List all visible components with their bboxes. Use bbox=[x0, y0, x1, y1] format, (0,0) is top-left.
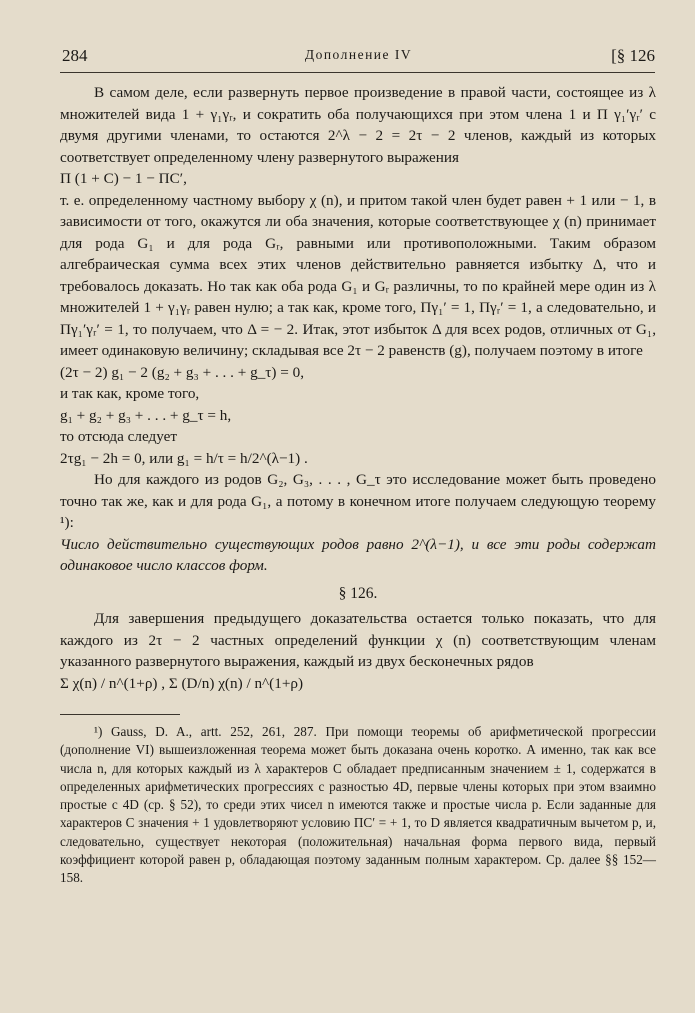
footnote-text: ¹) Gauss, D. A., artt. 252, 261, 287. При помощи теоремы об арифметической прогрессии (дополнение VI) вышеизложенная теорема может быть доказана очень коротко. А именно, так как все числа n, для которых каждый из λ характеров C обладает предписанным значением ± 1, содержатся в определенных арифметических прогрессиях с разностью 4D, первые члены которых при этом взаимно простые с 4D (ср. § 52), то среди этих чисел n имеются также и простые числа p. Если заданные для характеров C значения + 1 удовлетворяют условию ΠC′ = + 1, то D является квадратичным вычетом p, и, следовательно, существует некоторая (положительная) начальная форма первого вида, первый коэффициент которой равен p, обладающая поэтому заданным полным характером. Ср. далее §§ 152—158. bbox=[60, 724, 656, 886]
section-heading: § 126. bbox=[338, 584, 378, 602]
paragraph: В самом деле, если развернуть первое произведение в правой части, состоящее из λ множителей вида 1 + γ₁γᵣ, и сократить оба получающихся при этом члена 1 и Π γ₁′γᵣ′ с двумя другими членами, то остаются 2^λ − 2 = 2τ − 2 членов, каждый из которых соответствует определенному члену развернутого выражения bbox=[60, 84, 656, 166]
equation: g₁ + g₂ + g₃ + . . . + g_τ = h, bbox=[60, 406, 232, 424]
paragraph: и так как, кроме того, bbox=[60, 385, 200, 402]
equation: Π (1 + C) − 1 − ΠC′, bbox=[60, 170, 187, 187]
page-number: 284 bbox=[62, 46, 88, 65]
footnote bbox=[60, 723, 656, 888]
paragraph: Для завершения предыдущего доказательства остается только показать, что для каждого из 2τ − 2 частных определений функции χ (n) соответствующим членам указанного развернутого выражения, каждый из двух бесконечных рядов bbox=[60, 610, 656, 670]
equation: 2τg₁ − 2h = 0, или g₁ = h/τ = h/2^(λ−1) . bbox=[60, 449, 308, 467]
paragraph: Но для каждого из родов G₂, G₃, . . . , G_τ это исследование может быть проведено точно так же, как и для рода G₁, а потому в конечном итоге получаем следующую теорему ¹): bbox=[60, 471, 656, 531]
paragraph: т. е. определенному частному выбору χ (n), и притом такой член будет равен + 1 или − 1, в зависимости от того, окажутся ли оба значения, которые соответствующее χ (n) принимает для рода G₁ и для рода Gᵣ, равными или противоположными. Таким образом алгебраическая сумма всех этих членов действительно равняется избытку Δ, что и требовалось доказать. Но так как оба рода G₁ и Gᵣ различны, то по крайней мере один из λ множителей 1 + γ₁γᵣ равен нулю; а так как, кроме того, Πγ₁′ = 1, Πγᵣ′ = 1, а следовательно, и Πγ₁′γᵣ′ = 1, то получаем, что Δ = − 2. Итак, этот избыток Δ для всех родов, отличных от G₁, имеет одинаковую величину; складывая все 2τ − 2 равенств (g), получаем поэтому в итоге bbox=[60, 191, 656, 359]
theorem-statement: Число действительно существующих родов равно 2^(λ−1), и все эти роды содержат одинаковое число классов форм. bbox=[60, 535, 656, 574]
header-rule bbox=[60, 72, 655, 73]
paragraph: то отсюда следует bbox=[60, 428, 177, 445]
running-header bbox=[62, 46, 655, 72]
running-title: Дополнение IV bbox=[304, 47, 413, 62]
main-text bbox=[60, 82, 656, 888]
section-reference: [§ 126 bbox=[611, 46, 655, 65]
equation: Σ χ(n) / n^(1+ρ) , Σ (D/n) χ(n) / n^(1+ρ) bbox=[60, 674, 304, 692]
footnote-rule bbox=[60, 714, 180, 715]
equation: (2τ − 2) g₁ − 2 (g₂ + g₃ + . . . + g_τ) = 0, bbox=[60, 363, 304, 381]
